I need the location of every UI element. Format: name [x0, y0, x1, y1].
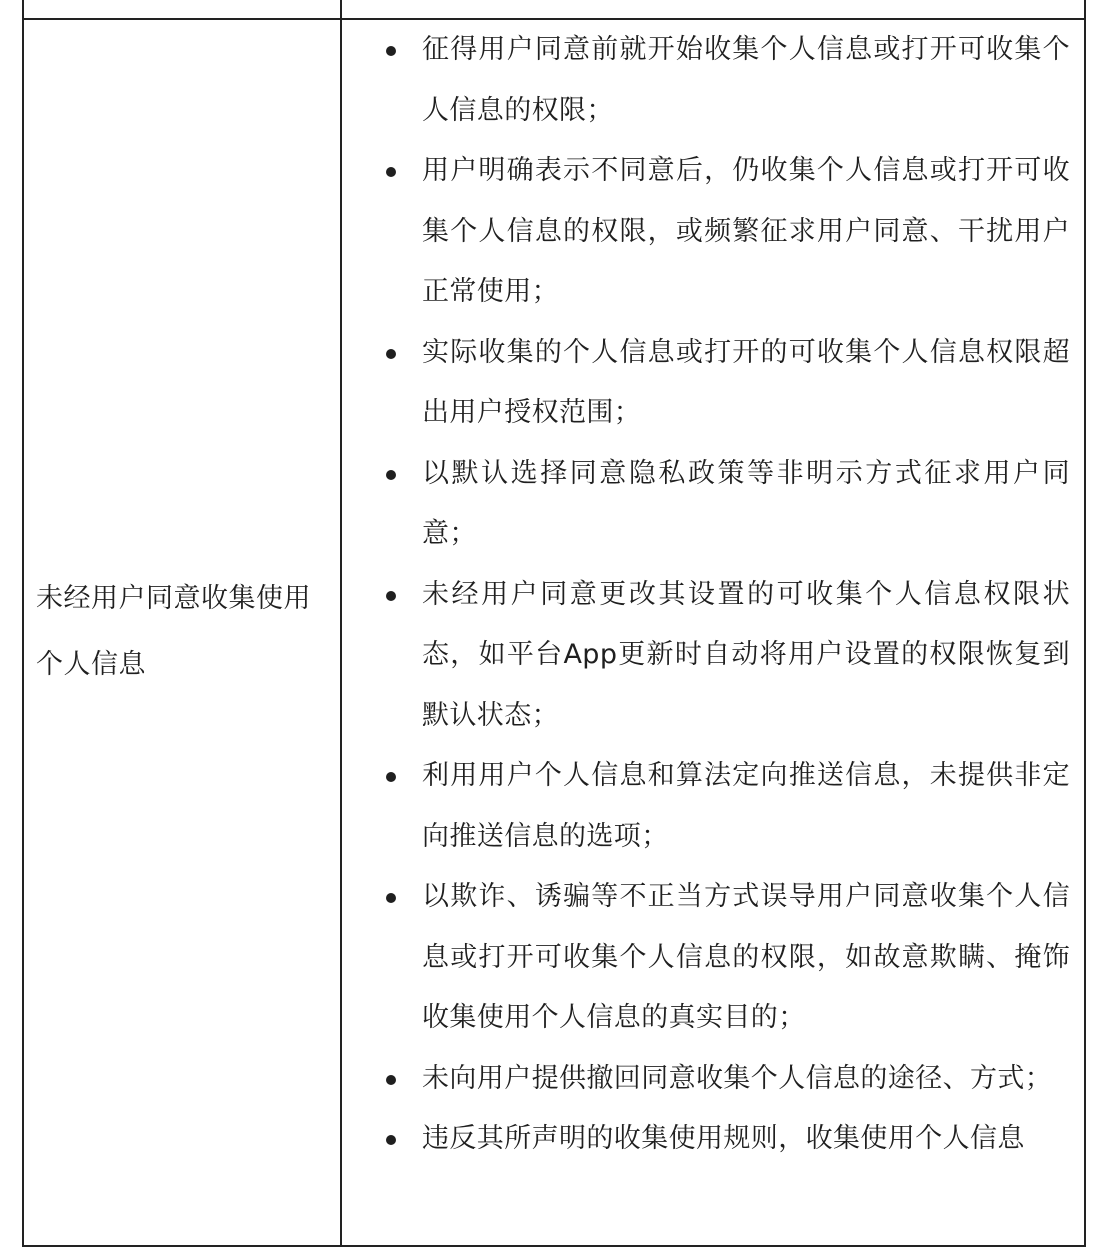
bullet-icon — [386, 46, 396, 56]
bullet-icon — [386, 772, 396, 782]
bullet-icon — [386, 1075, 396, 1085]
list-item: 实际收集的个人信息或打开的可收集个人信息权限超出用户授权范围； — [370, 323, 1070, 444]
bullet-icon — [386, 349, 396, 359]
list-item: 利用用户个人信息和算法定向推送信息，未提供非定向推送信息的选项； — [370, 746, 1070, 867]
list-item: 以默认选择同意隐私政策等非明示方式征求用户同意； — [370, 444, 1070, 565]
list-item: 违反其所声明的收集使用规则，收集使用个人信息 — [370, 1109, 1070, 1170]
list-item: 未向用户提供撤回同意收集个人信息的途径、方式； — [370, 1049, 1070, 1110]
bullet-icon — [386, 1135, 396, 1145]
list-item: 以欺诈、诱骗等不正当方式误导用户同意收集个人信息或打开可收集个人信息的权限，如故意欺瞒、掩饰收集使用个人信息的真实目的； — [370, 867, 1070, 1049]
bullet-icon — [386, 591, 396, 601]
list-item: 征得用户同意前就开始收集个人信息或打开可收集个人信息的权限； — [370, 20, 1070, 141]
details-cell — [370, 20, 1070, 1170]
bullet-icon — [386, 470, 396, 480]
bullet-icon — [386, 167, 396, 177]
violation-list — [370, 20, 1070, 1170]
column-divider — [340, 0, 342, 1245]
bullet-icon — [386, 893, 396, 903]
list-item: 未经用户同意更改其设置的可收集个人信息权限状态，如平台App更新时自动将用户设置的权限恢复到默认状态； — [370, 565, 1070, 747]
previous-row-stub — [24, 0, 1084, 18]
violation-table — [22, 0, 1086, 1247]
list-item: 用户明确表示不同意后，仍收集个人信息或打开可收集个人信息的权限，或频繁征求用户同意、干扰用户正常使用； — [370, 141, 1070, 323]
category-cell: 未经用户同意收集使用个人信息 — [36, 583, 311, 680]
